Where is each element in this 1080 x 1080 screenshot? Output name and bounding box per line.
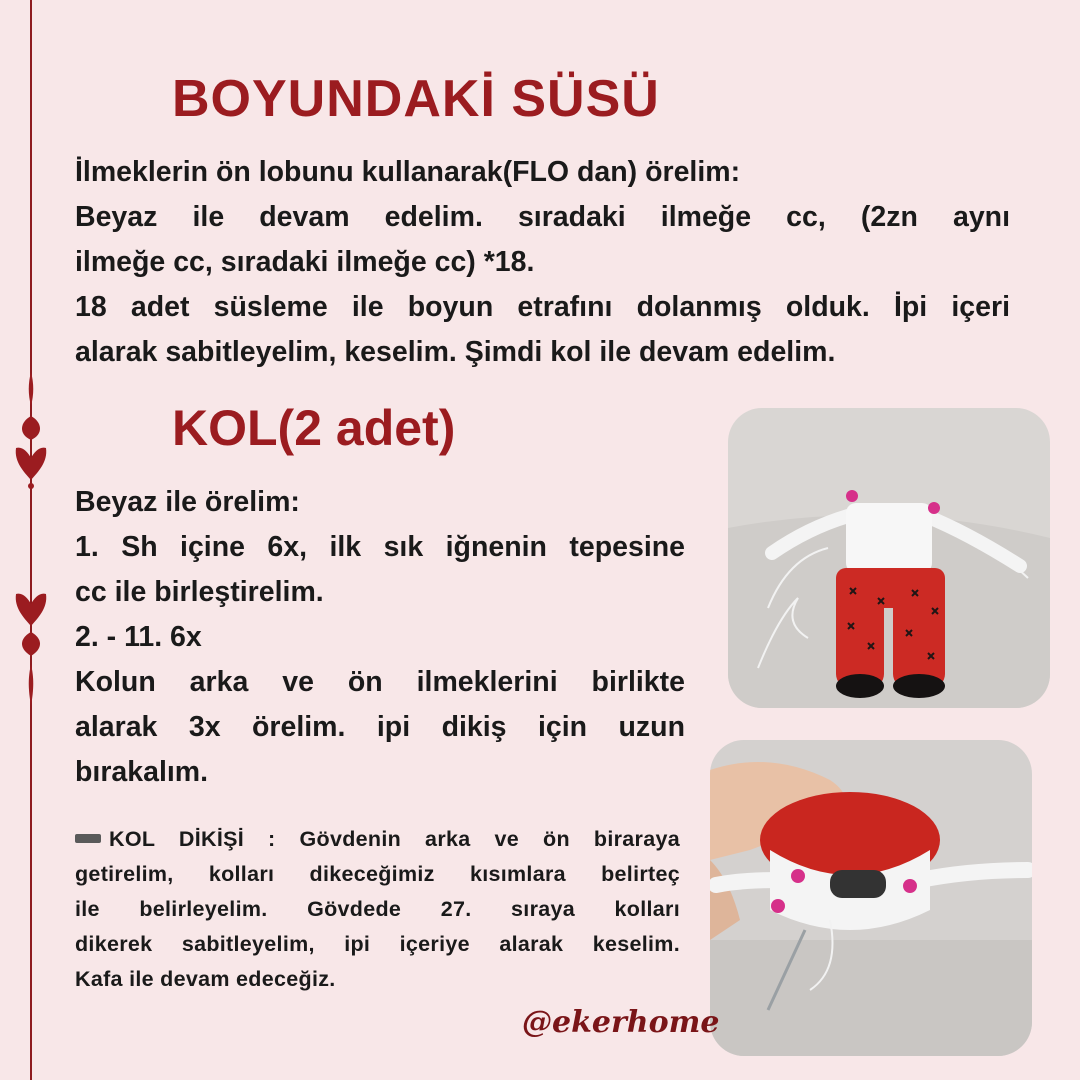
arm-line-7: bırakalım.	[75, 756, 209, 788]
neck-line-2: Beyaz ile devam edelim. sıradaki ilmeğe cc, (2zn aynı	[75, 201, 1010, 233]
note-line-4: dikerek sabitleyelim, ipi içeriye alarak keselim.	[75, 932, 680, 956]
signature: @ekerhome	[522, 1005, 720, 1040]
note-line-5: Kafa ile devam edeceğiz.	[75, 967, 336, 991]
neck-line-1: İlmeklerin ön lobunu kullanarak(FLO dan) örelim:	[75, 156, 741, 188]
note-line-2: getirelim, kolları dikeceğimiz kısımlara belirteç	[75, 862, 680, 886]
ornament-bottom-icon	[10, 590, 52, 710]
arm-photo-2	[710, 740, 1032, 1056]
left-border-line	[30, 0, 32, 1080]
note-line-1-text: KOL DİKİŞİ : Gövdenin arka ve ön biraraya	[109, 827, 680, 851]
neck-line-5: alarak sabitleyelim, keselim. Şimdi kol ile devam edelim.	[75, 336, 836, 368]
neck-section-text	[75, 150, 1010, 375]
neck-line-4: 18 adet süsleme ile boyun etrafını dolanmış olduk. İpi içeri	[75, 291, 1010, 323]
arm-line-4: 2. - 11. 6x	[75, 621, 202, 653]
arm-line-6: alarak 3x örelim. ipi dikiş için uzun	[75, 711, 685, 743]
sewing-note	[75, 822, 680, 997]
arm-section-text	[75, 480, 685, 795]
note-line-3: ile belirleyelim. Gövdede 27. sıraya kolları	[75, 897, 680, 921]
heavy-minus-icon	[75, 834, 101, 843]
arm-section-title: KOL(2 adet)	[172, 400, 456, 456]
arm-photo-1	[728, 408, 1050, 708]
arm-line-2: 1. Sh içine 6x, ilk sık iğnenin tepesine	[75, 531, 685, 563]
arm-line-3: cc ile birleştirelim.	[75, 576, 324, 608]
arm-line-5: Kolun arka ve ön ilmeklerini birlikte	[75, 666, 685, 698]
ornament-top-icon	[10, 372, 52, 492]
note-line-1	[75, 822, 680, 857]
neck-section-title: BOYUNDAKİ SÜSÜ	[172, 70, 660, 128]
neck-line-3: ilmeğe cc, sıradaki ilmeğe cc) *18.	[75, 246, 535, 278]
arm-line-1: Beyaz ile örelim:	[75, 486, 300, 518]
